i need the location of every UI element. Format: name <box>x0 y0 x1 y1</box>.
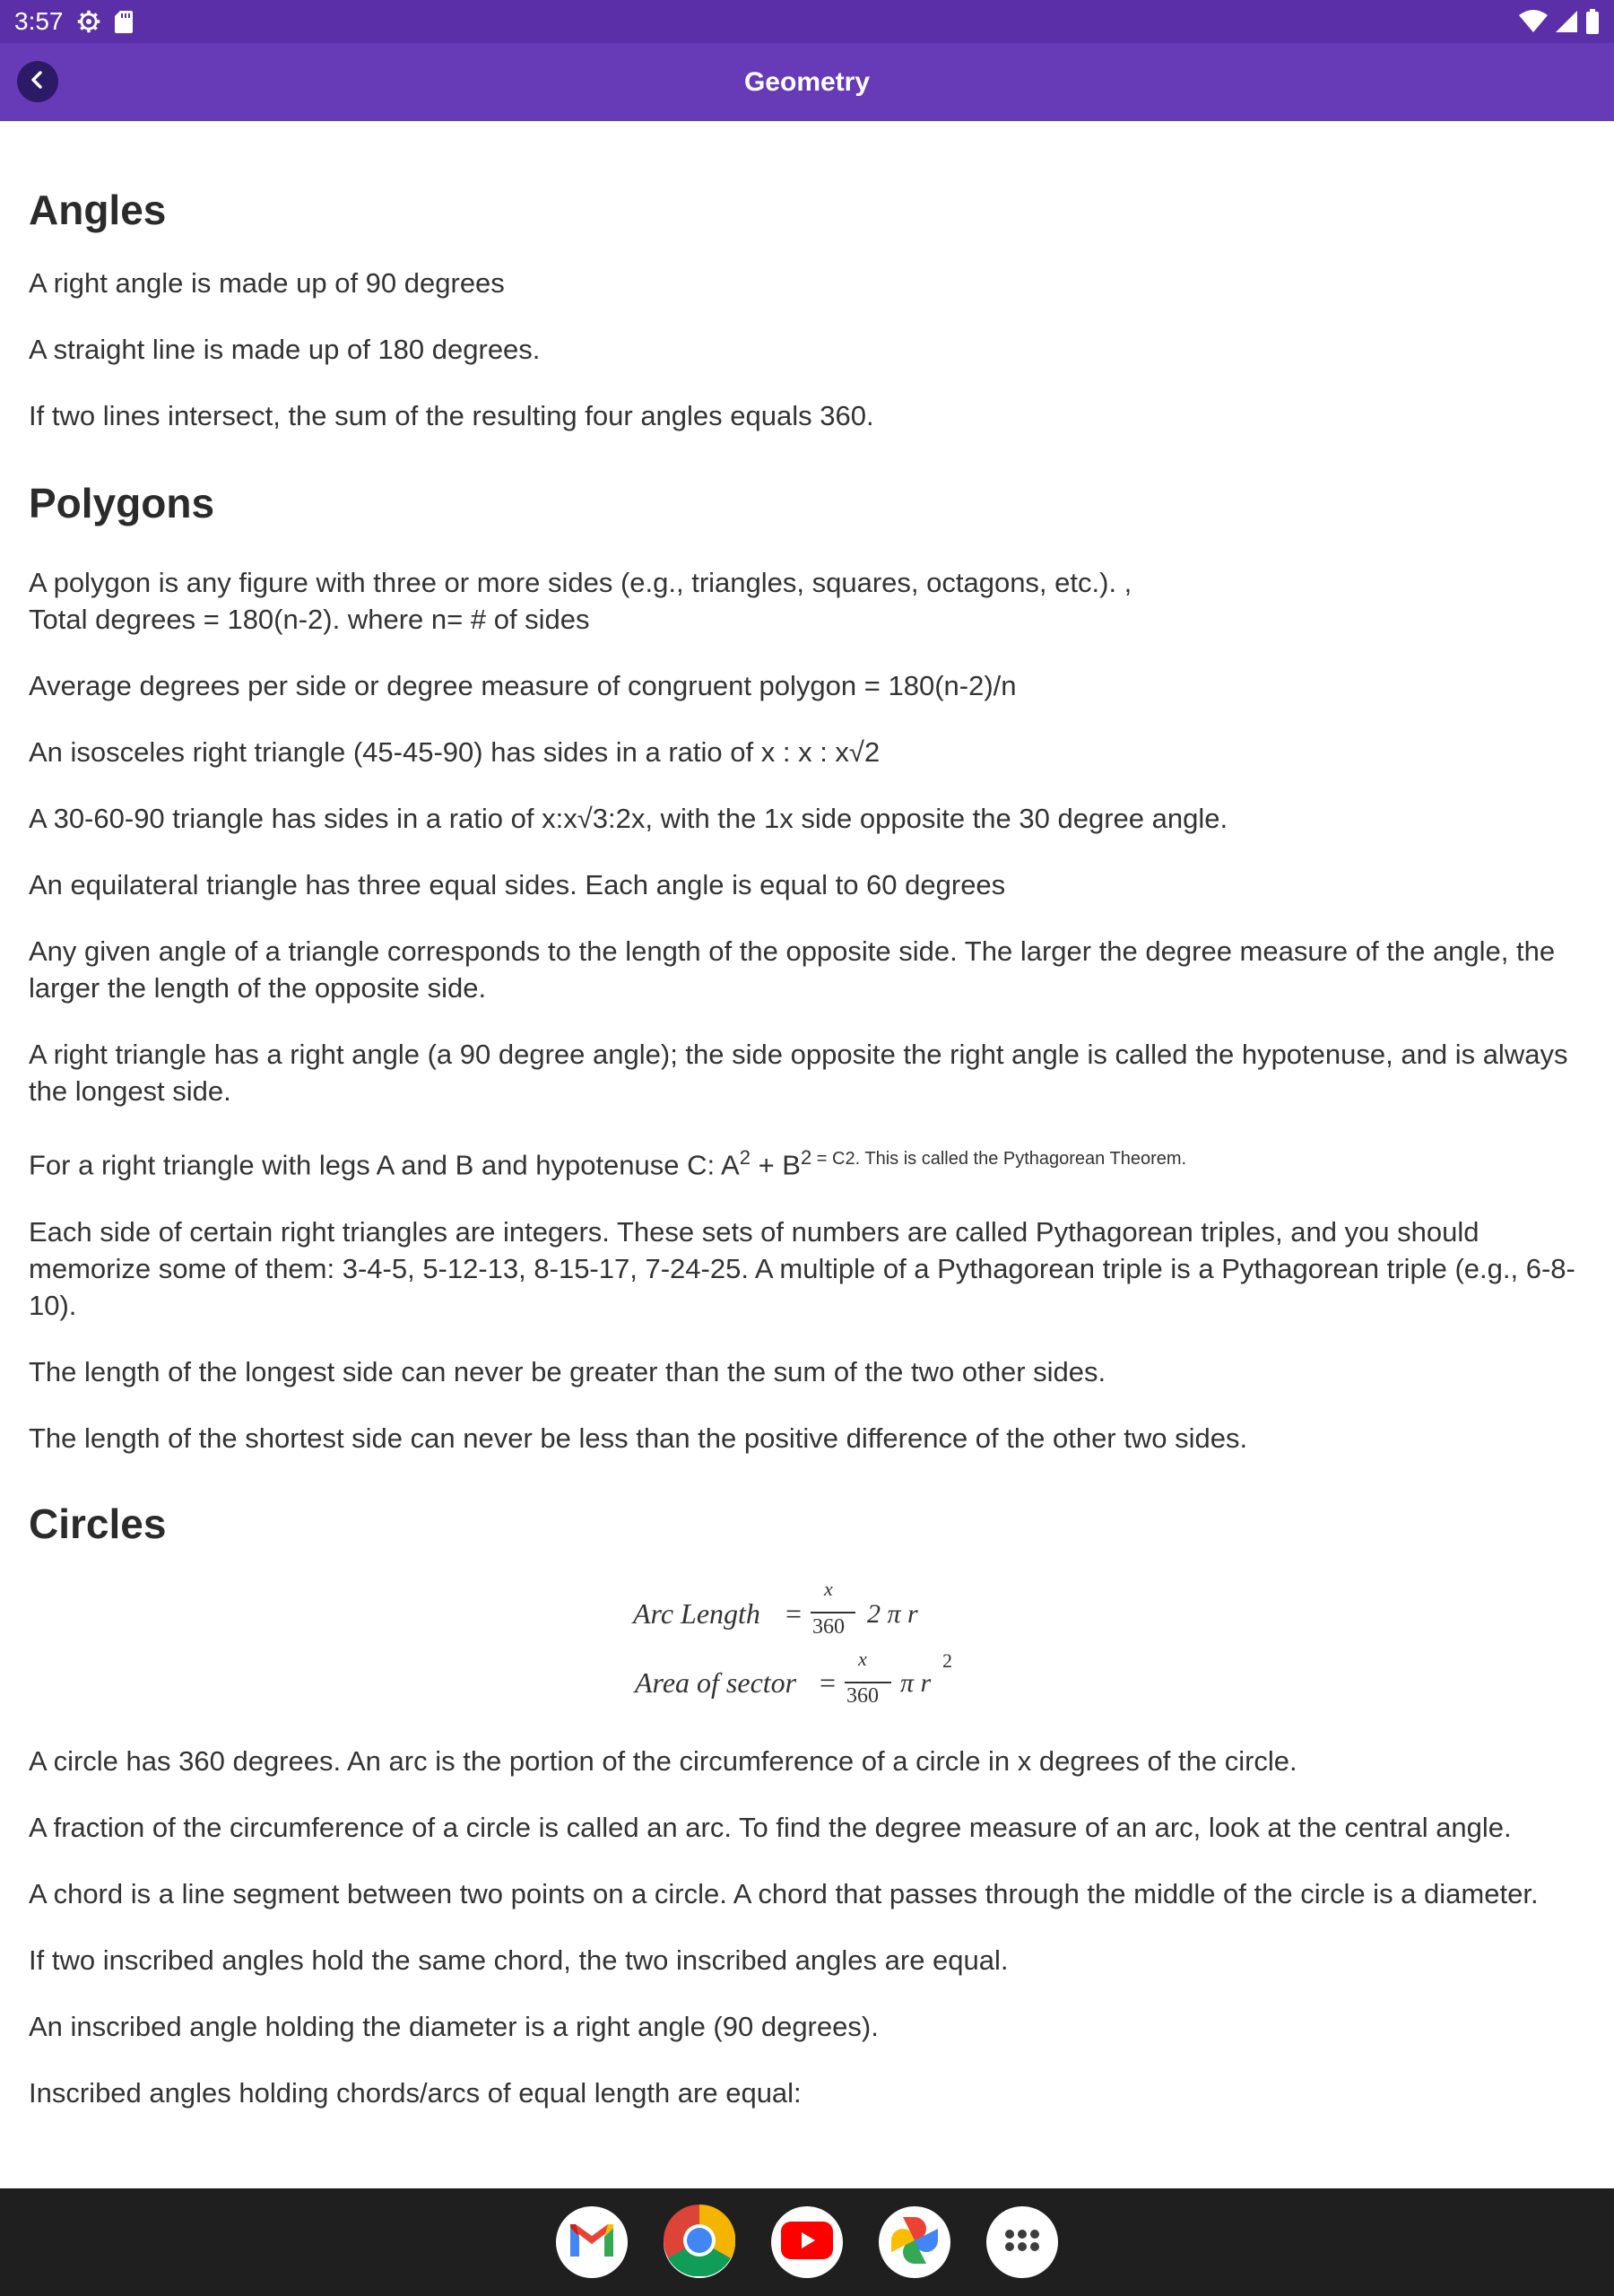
fraction-numerator: x <box>858 1647 867 1670</box>
sd-card-icon <box>114 9 134 34</box>
text-line: Total degrees = 180(n-2). where n= # of sides <box>29 604 590 636</box>
paragraph: The length of the longest side can never be greater than the sum of the two other sides. <box>29 1355 1106 1387</box>
app-bar <box>0 43 1614 121</box>
paragraph: An inscribed angle holding the diameter is a right angle (90 degrees). <box>29 2010 879 2042</box>
equals-sign: = <box>785 1596 803 1630</box>
paragraph: A right triangle has a right angle (a 90 degree angle); the side opposite the right angle is called the hypotenuse, and is always the longest side. <box>29 1039 1568 1108</box>
paragraph: A chord is a line segment between two points on a circle. A chord that passes through the middle of the circle is a diameter. <box>29 1877 1539 1909</box>
status-time: 3:57 <box>14 7 64 35</box>
section-title-angles: Angles <box>29 187 167 233</box>
arc-length-label: Arc Length <box>633 1596 760 1630</box>
photos-app-button[interactable] <box>879 2206 950 2278</box>
wifi-icon <box>1519 10 1548 33</box>
fraction-bar <box>845 1682 891 1683</box>
app-drawer-icon <box>1004 2227 1040 2258</box>
battery-icon <box>1585 9 1600 34</box>
gmail-icon <box>567 2221 617 2265</box>
paragraph: The length of the shortest side can never be less than the positive difference of the other two sides. <box>29 1422 1248 1454</box>
app-drawer-button[interactable] <box>986 2206 1058 2278</box>
paragraph: Any given angle of a triangle corresponds to the length of the opposite side. The larger the degree measure of the angle, the larger the length of the opposite side. <box>29 935 1556 1004</box>
area-tail: π r <box>900 1667 932 1698</box>
paragraph: If two lines intersect, the sum of the resulting four angles equals 360. <box>29 400 874 432</box>
status-right <box>1519 9 1600 34</box>
youtube-app-button[interactable] <box>771 2206 843 2278</box>
page-title: Geometry <box>743 67 871 97</box>
chrome-app-button[interactable] <box>664 2206 735 2278</box>
paragraph: Inscribed angles holding chords/arcs of equal length are equal: <box>29 2076 802 2109</box>
section-title-circles: Circles <box>29 1500 167 1547</box>
equals-sign: = <box>820 1665 837 1699</box>
area-of-sector-label: Area of sector <box>635 1665 797 1699</box>
paragraph: An equilateral triangle has three equal sides. Each angle is equal to 60 degrees <box>29 869 1006 901</box>
fraction-numerator: x <box>824 1577 833 1600</box>
gmail-app-button[interactable] <box>556 2206 628 2278</box>
pythagorean-paragraph: For a right triangle with legs A and B and hypotenuse C: $A^2 + B^2$ $^{= C2. This is called the Pythagorean Theorem.}$ <box>29 1146 1187 1181</box>
settings-gear-icon <box>76 9 101 34</box>
circle-formula-image <box>0 1570 1614 1723</box>
paragraph: Average degrees per side or degree measure of congruent polygon = 180(n-2)/n <box>29 670 1017 702</box>
fraction-bar <box>811 1612 855 1613</box>
status-bar <box>0 0 1614 43</box>
status-left <box>14 7 134 36</box>
fraction-denominator: 360 <box>846 1683 879 1708</box>
paragraph: A circle has 360 degrees. An arc is the portion of the circumference of a circle in x degrees of the circle. <box>29 1744 1297 1777</box>
paragraph: Each side of certain right triangles are integers. These sets of numbers are called Pythagorean triples, and you should memorize some of them: 3-4-5, 5-12-13, 8-15-17, 7-24-25. A multiple of a Pythagorean triple is a Pythagorean triple (e.g., 6-8-10). <box>29 1215 1575 1321</box>
arc-length-tail: 2 π r <box>867 1598 918 1629</box>
chrome-icon <box>664 2205 735 2281</box>
paragraph: A right angle is made up of 90 degrees <box>29 267 505 300</box>
paragraph: An isosceles right triangle (45-45-90) has sides in a ratio of x : x : x√2 <box>29 736 881 769</box>
cellular-signal-icon <box>1555 10 1578 33</box>
paragraph: A fraction of the circumference of a circle is called an arc. To find the degree measure of an arc, look at the central angle. <box>29 1811 1512 1843</box>
area-exponent: 2 <box>942 1648 952 1672</box>
paragraph <box>29 564 1585 638</box>
taskbar-dock <box>0 2188 1614 2296</box>
section-title-polygons: Polygons <box>29 480 215 527</box>
text-line: A polygon is any figure with three or more sides (e.g., triangles, squares, octagons, etc.). , <box>29 567 1132 599</box>
content-scroll[interactable] <box>0 121 1614 2188</box>
paragraph: A straight line is made up of 180 degrees. <box>29 334 541 366</box>
paragraph: A 30-60-90 triangle has sides in a ratio of x:x√3:2x, with the 1x side opposite the 30 degree angle. <box>29 803 1228 835</box>
youtube-icon <box>781 2222 833 2264</box>
photos-pinwheel-icon <box>888 2213 941 2272</box>
paragraph: If two inscribed angles hold the same chord, the two inscribed angles are equal. <box>29 1944 1009 1976</box>
fraction-denominator: 360 <box>812 1614 845 1639</box>
